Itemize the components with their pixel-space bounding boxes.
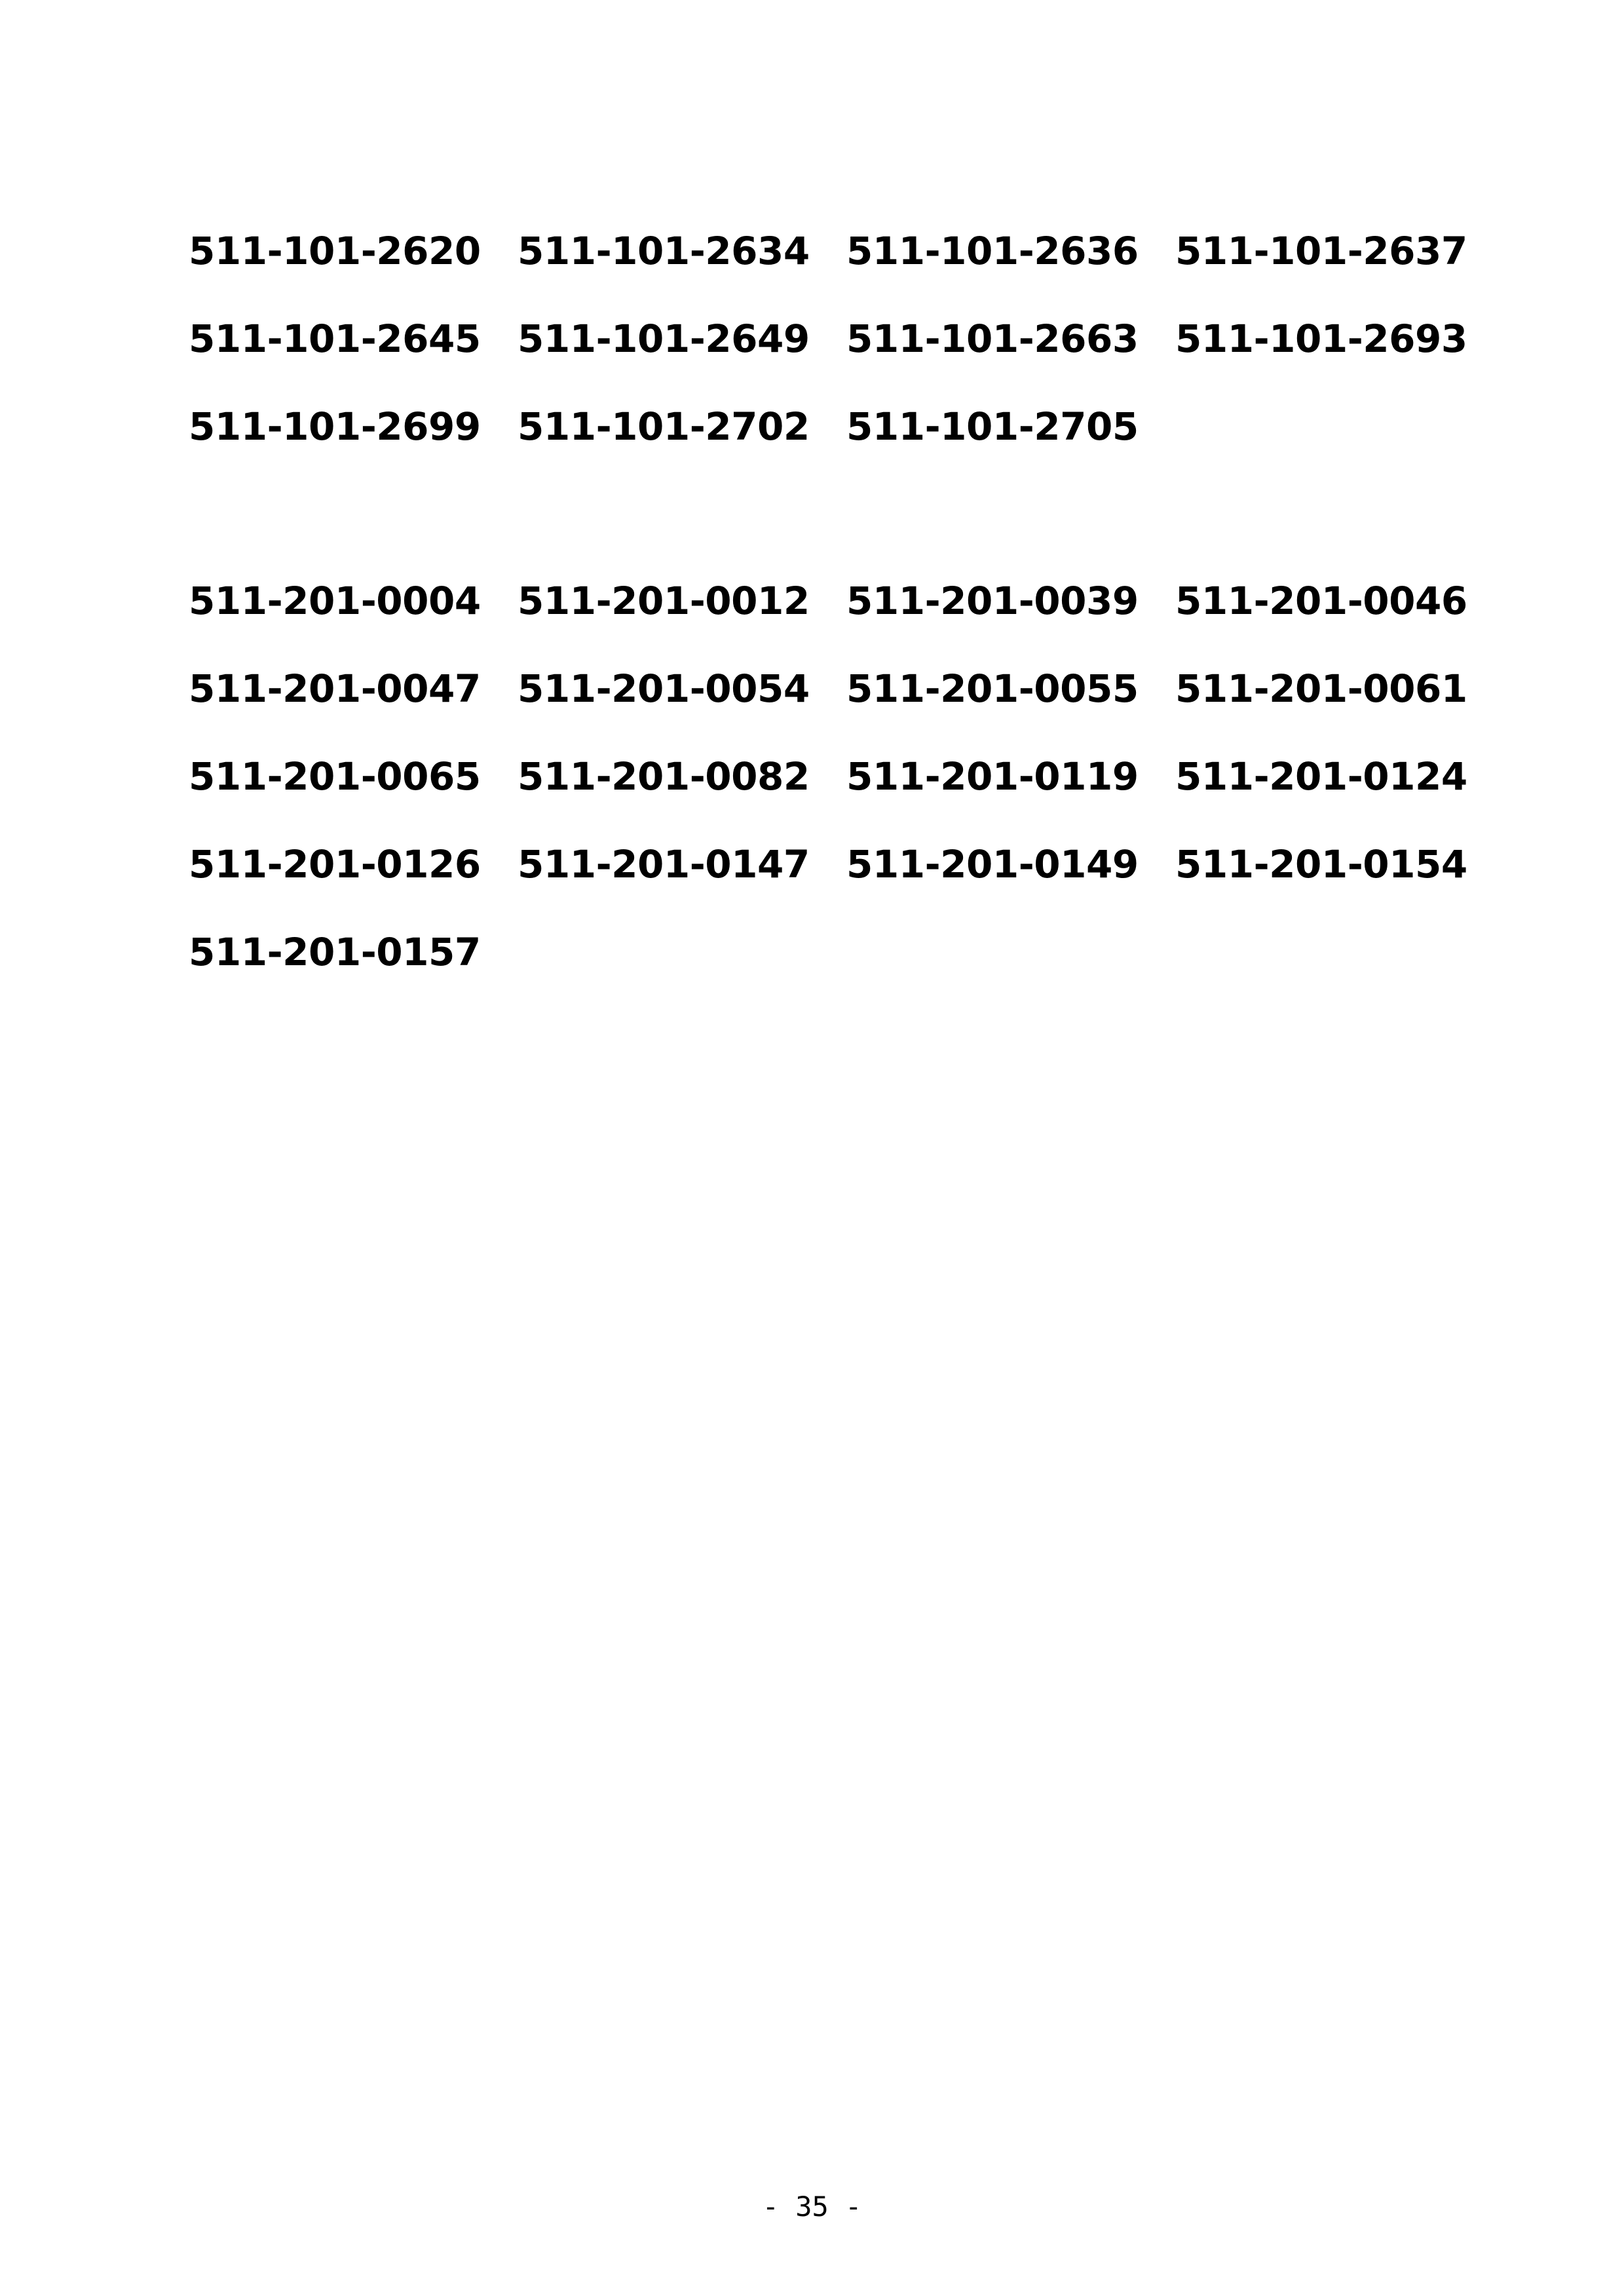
code-item: 511-201-0061	[1175, 666, 1467, 711]
code-item: 511-201-0055	[846, 666, 1139, 711]
code-group-511-101	[189, 220, 1504, 484]
code-item: 511-201-0149	[846, 842, 1139, 887]
code-item: 511-201-0119	[846, 754, 1139, 799]
code-item: 511-101-2645	[189, 316, 481, 361]
code-item: 511-201-0039	[846, 579, 1139, 623]
code-item: 511-201-0012	[518, 579, 810, 623]
code-item: 511-201-0047	[189, 666, 481, 711]
code-item: 511-201-0124	[1175, 754, 1467, 799]
code-item: 511-101-2699	[189, 404, 481, 449]
code-item: 511-201-0147	[518, 842, 810, 887]
code-item: 511-101-2637	[1175, 229, 1467, 273]
code-item: 511-101-2634	[518, 229, 810, 273]
code-item: 511-101-2705	[846, 404, 1139, 449]
code-item: 511-101-2702	[518, 404, 810, 449]
code-item: 511-101-2620	[189, 229, 481, 273]
code-item: 511-201-0157	[189, 930, 481, 974]
code-group-511-201	[189, 570, 1504, 1009]
page-number: - 35 -	[762, 2191, 862, 2223]
code-item: 511-101-2636	[846, 229, 1139, 273]
code-item: 511-101-2649	[518, 316, 810, 361]
code-item: 511-201-0046	[1175, 579, 1467, 623]
code-item: 511-201-0082	[518, 754, 810, 799]
code-item: 511-201-0154	[1175, 842, 1467, 887]
code-item: 511-201-0065	[189, 754, 481, 799]
code-item: 511-201-0054	[518, 666, 810, 711]
code-item: 511-201-0126	[189, 842, 481, 887]
code-item: 511-101-2663	[846, 316, 1139, 361]
code-item: 511-101-2693	[1175, 316, 1467, 361]
code-item: 511-201-0004	[189, 579, 481, 623]
